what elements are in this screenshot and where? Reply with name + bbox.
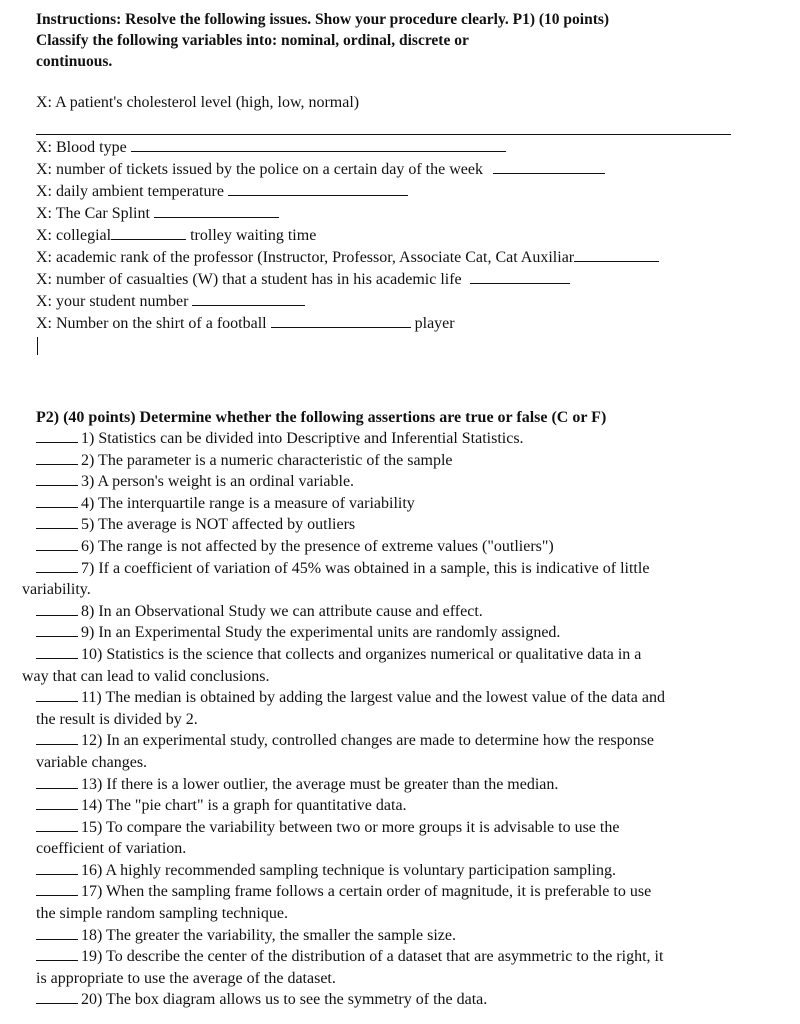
statement-20: 20) The box diagram allows us to see the symmetry of the data. [36, 989, 781, 1011]
answer-blank-10[interactable] [36, 644, 78, 659]
statement-11: 11) The median is obtained by adding the largest value and the lowest value of the data and [36, 687, 781, 709]
statement-19: 19) To describe the center of the distribution of a dataset that are asymmetric to the right, it [36, 946, 781, 968]
statement-5: 5) The average is NOT affected by outliers [36, 514, 781, 536]
answer-blank-4[interactable] [36, 493, 78, 508]
answer-blank-19[interactable] [36, 946, 78, 961]
statement-2: 2) The parameter is a numeric characteristic of the sample [36, 450, 781, 472]
statement-15: 15) To compare the variability between two or more groups it is advisable to use the [36, 817, 781, 839]
answer-blank-13[interactable] [36, 774, 78, 789]
header-line-1: Instructions: Resolve the following issues. Show your procedure clearly. P1) (10 points) [36, 11, 610, 28]
answer-blank-blood-type[interactable] [131, 137, 506, 152]
answer-blank-2[interactable] [36, 450, 78, 465]
statement-14: 14) The "pie chart" is a graph for quantitative data. [36, 795, 781, 817]
answer-blank-8[interactable] [36, 601, 78, 616]
answer-blank-cholesterol[interactable] [36, 114, 731, 135]
p1-item-trolley: X: collegial trolley waiting time [36, 227, 317, 244]
p1-item-car-splint: X: The Car Splint [36, 203, 781, 225]
answer-blank-18[interactable] [36, 925, 78, 940]
answer-blank-17[interactable] [36, 881, 78, 896]
statement-9: 9) In an Experimental Study the experimental units are randomly assigned. [36, 622, 781, 644]
answer-blank-14[interactable] [36, 795, 78, 810]
p1-section [36, 92, 781, 355]
statement-3: 3) A person's weight is an ordinal variable. [36, 471, 781, 493]
statement-4: 4) The interquartile range is a measure of variability [36, 493, 781, 515]
instructions-header [36, 9, 781, 72]
answer-blank-casualties[interactable] [470, 269, 570, 284]
answer-blank-1[interactable] [36, 428, 78, 443]
answer-blank-shirt-number[interactable] [271, 313, 411, 328]
answer-blank-car-splint[interactable] [154, 203, 279, 218]
statement-18: 18) The greater the variability, the smaller the sample size. [36, 925, 781, 947]
answer-blank-20[interactable] [36, 989, 78, 1004]
statement-10: 10) Statistics is the science that collects and organizes numerical or qualitative data in a [36, 644, 781, 666]
answer-blank-6[interactable] [36, 536, 78, 551]
header-line-2: Classify the following variables into: nominal, ordinal, discrete or [36, 32, 469, 49]
answer-blank-3[interactable] [36, 471, 78, 486]
p1-item-student-number: X: your student number [36, 291, 781, 313]
statement-6: 6) The range is not affected by the presence of extreme values ("outliers") [36, 536, 781, 558]
statement-12: 12) In an experimental study, controlled changes are made to determine how the response [36, 730, 781, 752]
text-cursor [37, 337, 38, 355]
p1-item-shirt-number: X: Number on the shirt of a football player [36, 315, 455, 332]
answer-blank-12[interactable] [36, 730, 78, 745]
statement-11-continued: the result is divided by 2. [36, 710, 198, 728]
answer-blank-temperature[interactable] [228, 181, 408, 196]
answer-blank-16[interactable] [36, 860, 78, 875]
statement-7-continued: variability. [22, 581, 91, 599]
document [22, 0, 781, 1011]
answer-blank-tickets[interactable] [493, 159, 605, 174]
p1-item-casualties: X: number of casualties (W) that a student has in his academic life [36, 269, 781, 291]
answer-blank-academic-rank[interactable] [574, 247, 659, 262]
statement-16: 16) A highly recommended sampling technique is voluntary participation sampling. [36, 860, 781, 882]
answer-blank-11[interactable] [36, 687, 78, 702]
p2-title: P2) (40 points) Determine whether the following assertions are true or false (C or F) [36, 409, 607, 426]
statement-10-continued: way that can lead to valid conclusions. [22, 667, 270, 685]
statement-8: 8) In an Observational Study we can attribute cause and effect. [36, 601, 781, 623]
statement-17: 17) When the sampling frame follows a certain order of magnitude, it is preferable to use [36, 881, 781, 903]
p1-item-blood-type: X: Blood type [36, 137, 781, 159]
p1-item-tickets: X: number of tickets issued by the police on a certain day of the week [36, 159, 781, 181]
header-line-3: continuous. [36, 53, 113, 70]
p1-item-academic-rank: X: academic rank of the professor (Instructor, Professor, Associate Cat, Cat Auxiliar [36, 247, 781, 269]
answer-blank-5[interactable] [36, 514, 78, 529]
statement-7: 7) If a coefficient of variation of 45% was obtained in a sample, this is indicative of little [36, 558, 781, 580]
answer-blank-trolley[interactable] [111, 225, 186, 240]
p1-item-temperature: X: daily ambient temperature [36, 181, 781, 203]
answer-blank-7[interactable] [36, 558, 78, 573]
answer-blank-15[interactable] [36, 817, 78, 832]
answer-blank-student-number[interactable] [192, 291, 305, 306]
statement-12-continued: variable changes. [36, 753, 148, 771]
p1-item-cholesterol: X: A patient's cholesterol level (high, low, normal) [36, 94, 360, 111]
statement-13: 13) If there is a lower outlier, the average must be greater than the median. [36, 774, 781, 796]
statement-15-continued: coefficient of variation. [36, 840, 187, 858]
statement-1: 1) Statistics can be divided into Descriptive and Inferential Statistics. [36, 428, 781, 450]
answer-blank-9[interactable] [36, 622, 78, 637]
p2-section [22, 428, 781, 1011]
statement-17-continued: the simple random sampling technique. [36, 905, 288, 923]
statement-19-continued: is appropriate to use the average of the dataset. [36, 969, 336, 987]
